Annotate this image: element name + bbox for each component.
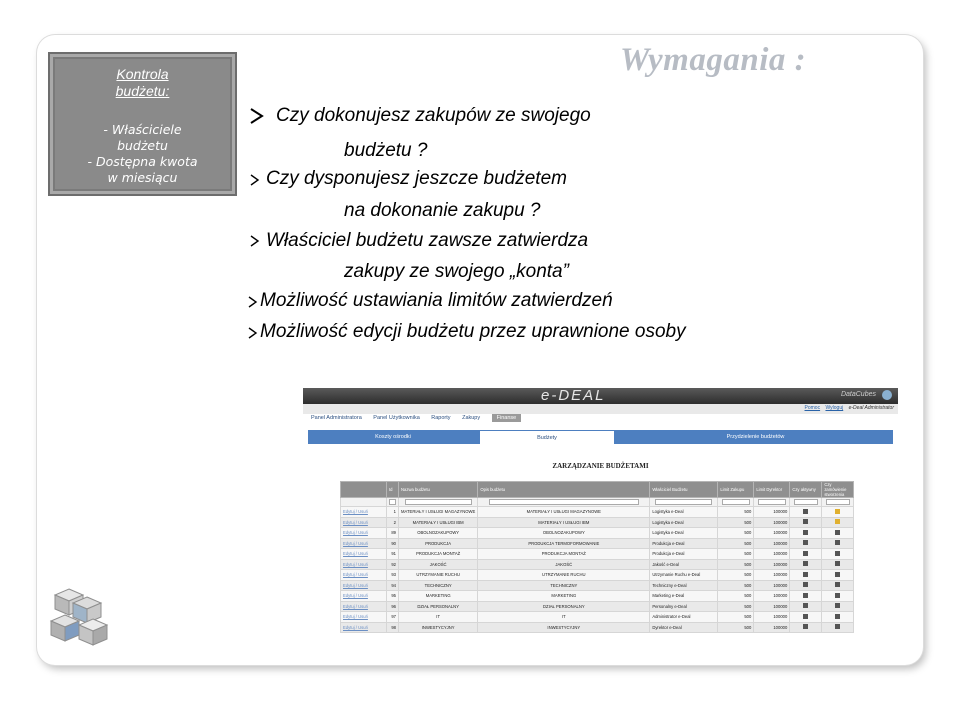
edit-delete-link[interactable]: Edytuj / Usuń — [341, 559, 387, 570]
bullet-arrow-icon — [250, 174, 260, 186]
filter-input[interactable] — [489, 499, 639, 505]
cell-name: UTRZYMANIE RUCHU — [399, 570, 478, 581]
cell-name: PRODUKCJA — [399, 538, 478, 549]
menu-admin-panel[interactable]: Panel Administratora — [311, 415, 362, 421]
bullet-2-line1: Czy dysponujesz jeszcze budżetem — [266, 168, 567, 189]
cell-limit-director: 100000 — [754, 601, 790, 612]
tab-budgets[interactable]: Budżety — [480, 430, 614, 444]
cell-owner: Personalny e-Deal — [650, 601, 718, 612]
table-row — [341, 591, 854, 602]
table-row — [341, 622, 854, 633]
cell-owner: Logistyka e-Deal — [650, 517, 718, 528]
cell-limit: 500 — [718, 612, 754, 623]
checkbox-checked-icon[interactable] — [835, 614, 840, 619]
edit-delete-link[interactable]: Edytuj / Usuń — [341, 538, 387, 549]
edit-delete-link[interactable]: Edytuj / Usuń — [341, 580, 387, 591]
checkbox-checked-icon[interactable] — [835, 561, 840, 566]
cell-id: 97 — [387, 612, 399, 623]
checkbox-checked-icon[interactable] — [803, 614, 808, 619]
cell-limit: 500 — [718, 601, 754, 612]
cell-id: 89 — [387, 528, 399, 539]
cell-desc: JAKOŚĆ — [478, 559, 650, 570]
cell-order — [822, 549, 854, 560]
cell-limit-director: 100000 — [754, 612, 790, 623]
filter-input[interactable] — [389, 499, 395, 505]
menu-purchases[interactable]: Zakupy — [462, 415, 481, 421]
cell-owner: Dyrektor e-Deal — [650, 622, 718, 633]
cell-limit-director: 100000 — [754, 517, 790, 528]
cell-limit-director: 100000 — [754, 570, 790, 581]
cell-active — [790, 570, 822, 581]
cell-active — [790, 601, 822, 612]
side-item2-line1: - Dostępna kwota — [87, 154, 198, 169]
col-header-actions — [341, 482, 387, 498]
cell-limit: 500 — [718, 559, 754, 570]
col-header-id[interactable]: Id — [387, 482, 399, 498]
cell-id: 91 — [387, 549, 399, 560]
checkbox-checked-icon[interactable] — [835, 603, 840, 608]
edit-delete-link[interactable]: Edytuj / Usuń — [341, 528, 387, 539]
flag-icon[interactable] — [835, 509, 840, 514]
side-title — [50, 66, 235, 100]
checkbox-checked-icon[interactable] — [835, 624, 840, 629]
cell-order — [822, 559, 854, 570]
cell-id: 95 — [387, 591, 399, 602]
table-row — [341, 570, 854, 581]
cell-owner: Logistyka e-Deal — [650, 507, 718, 518]
menu-finance[interactable]: Finanse — [492, 414, 522, 422]
side-item1-line2: budżetu — [117, 138, 168, 153]
cell-name: PRODUKCJA MONTAŻ — [399, 549, 478, 560]
cell-owner: Utrzymanie Ruchu e-Deal — [650, 570, 718, 581]
bullet-4-line1: Możliwość ustawiania limitów zatwierdzeń — [260, 290, 613, 311]
cell-name: JAKOŚĆ — [399, 559, 478, 570]
cell-desc: PRODUKCJA TERMOFORMOWANIE — [478, 538, 650, 549]
bullet-1-line1: Czy dokonujesz zakupów ze swojego — [276, 105, 591, 126]
cell-name: MATERIAŁY I USŁUGI MAGAZYNOWE — [399, 507, 478, 518]
menu-user-panel[interactable]: Panel Użytkownika — [373, 415, 420, 421]
filter-select[interactable] — [655, 499, 712, 505]
table-row — [341, 507, 854, 518]
edit-delete-link[interactable]: Edytuj / Usuń — [341, 591, 387, 602]
cell-owner: Produkcja e-Deal — [650, 538, 718, 549]
cell-name: MATERIAŁY I USŁUGI IBM — [399, 517, 478, 528]
bullet-5-line1: Możliwość edycji budżetu przez uprawnione osoby — [260, 321, 686, 342]
bullet-arrow-icon — [250, 108, 264, 124]
main-menu — [311, 415, 531, 421]
cell-limit: 500 — [718, 580, 754, 591]
cell-active — [790, 528, 822, 539]
checkbox-checked-icon[interactable] — [835, 572, 840, 577]
cell-active — [790, 622, 822, 633]
table-header-row — [341, 482, 854, 498]
cell-name: MARKETING — [399, 591, 478, 602]
cell-id: 98 — [387, 622, 399, 633]
cell-limit-director: 100000 — [754, 549, 790, 560]
cell-limit-director: 100000 — [754, 538, 790, 549]
cell-desc: DZIAŁ PERSONALNY — [478, 601, 650, 612]
cell-desc: MARKETING — [478, 591, 650, 602]
edit-delete-link[interactable]: Edytuj / Usuń — [341, 507, 387, 518]
side-title-line2: budżetu: — [115, 83, 170, 99]
cell-desc: UTRZYMANIE RUCHU — [478, 570, 650, 581]
edit-delete-link[interactable]: Edytuj / Usuń — [341, 612, 387, 623]
cell-owner: Marketing e-Deal — [650, 591, 718, 602]
bullet-arrow-icon — [248, 296, 258, 308]
checkbox-checked-icon[interactable] — [803, 582, 808, 587]
cell-desc: MATERIAŁY I USŁUGI MAGAZYNOWE — [478, 507, 650, 518]
checkbox-checked-icon[interactable] — [803, 561, 808, 566]
cell-name: DZIAŁ PERSONALNY — [399, 601, 478, 612]
filter-select[interactable] — [794, 499, 818, 505]
cell-owner: Logistyka e-Deal — [650, 528, 718, 539]
cell-name: TECHNICZNY — [399, 580, 478, 591]
user-info — [805, 405, 894, 411]
app-brand: e-DEAL — [541, 388, 606, 404]
table-row — [341, 601, 854, 612]
cell-limit-director: 100000 — [754, 580, 790, 591]
cell-name: IT — [399, 612, 478, 623]
bullet-2-line2: na dokonanie zakupu ? — [344, 200, 541, 221]
cell-active — [790, 507, 822, 518]
cell-limit: 500 — [718, 507, 754, 518]
cell-limit-director: 100000 — [754, 622, 790, 633]
datacubes-logo-icon — [49, 585, 121, 647]
side-title-line1: Kontrola — [116, 66, 169, 82]
cell-id: 92 — [387, 559, 399, 570]
page-title: ZARZĄDZANIE BUDŻETAMI — [552, 462, 649, 470]
checkbox-checked-icon[interactable] — [835, 540, 840, 545]
checkbox-checked-icon[interactable] — [803, 540, 808, 545]
cell-limit-director: 100000 — [754, 559, 790, 570]
cell-id: 90 — [387, 538, 399, 549]
cell-limit: 500 — [718, 622, 754, 633]
cell-desc: TECHNICZNY — [478, 580, 650, 591]
tab-bar — [308, 430, 893, 444]
checkbox-checked-icon[interactable] — [803, 603, 808, 608]
cell-id: 2 — [387, 517, 399, 528]
cell-limit-director: 100000 — [754, 591, 790, 602]
edit-delete-link[interactable]: Edytuj / Usuń — [341, 517, 387, 528]
bullet-1-line2: budżetu ? — [344, 140, 428, 161]
edit-delete-link[interactable]: Edytuj / Usuń — [341, 570, 387, 581]
edit-delete-link[interactable]: Edytuj / Usuń — [341, 601, 387, 612]
cell-id: 1 — [387, 507, 399, 518]
cell-owner: Jakość e-Deal — [650, 559, 718, 570]
bullet-3-line1: Właściciel budżetu zawsze zatwierdza — [266, 230, 589, 251]
slide-title: Wymagania : — [620, 42, 807, 78]
col-header-limit-director[interactable]: Limit Dyrektor — [754, 482, 790, 498]
filter-select[interactable] — [826, 499, 850, 505]
cell-desc: IT — [478, 612, 650, 623]
checkbox-checked-icon[interactable] — [835, 593, 840, 598]
cell-desc: OBOLNOZAKUPOWY — [478, 528, 650, 539]
edit-delete-link[interactable]: Edytuj / Usuń — [341, 622, 387, 633]
tab-budget-assignment[interactable]: Przydzielenie budżetów — [726, 434, 785, 440]
cell-id: 94 — [387, 580, 399, 591]
cell-active — [790, 591, 822, 602]
cell-limit-director: 100000 — [754, 528, 790, 539]
col-header-limit[interactable]: Limit Zakupu — [718, 482, 754, 498]
cell-desc: PRODUKCJA MONTAŻ — [478, 549, 650, 560]
cell-order — [822, 612, 854, 623]
table-row — [341, 612, 854, 623]
cell-order — [822, 601, 854, 612]
side-item2-line2: w miesiącu — [107, 170, 178, 185]
checkbox-checked-icon[interactable] — [803, 593, 808, 598]
col-header-desc[interactable]: Opis budżetu — [478, 482, 650, 498]
table-row — [341, 559, 854, 570]
cell-order — [822, 507, 854, 518]
checkbox-checked-icon[interactable] — [803, 509, 808, 514]
cell-owner: Administrator e-Deal — [650, 612, 718, 623]
checkbox-checked-icon[interactable] — [835, 530, 840, 535]
checkbox-checked-icon[interactable] — [803, 530, 808, 535]
filter-input[interactable] — [405, 499, 472, 505]
checkbox-checked-icon[interactable] — [803, 572, 808, 577]
cell-name: INWESTYCYJNY — [399, 622, 478, 633]
table-row — [341, 580, 854, 591]
col-header-order[interactable]: Czy zamówienie stworzenia — [822, 482, 854, 498]
budgets-table — [340, 481, 854, 633]
cell-active — [790, 538, 822, 549]
cell-limit: 500 — [718, 591, 754, 602]
cell-limit: 500 — [718, 528, 754, 539]
col-header-owner[interactable]: Właściciel Budżetu — [650, 482, 718, 498]
checkbox-checked-icon[interactable] — [835, 551, 840, 556]
side-items — [50, 122, 235, 186]
filter-row — [341, 498, 854, 507]
cell-active — [790, 517, 822, 528]
cell-limit: 500 — [718, 517, 754, 528]
logout-link[interactable]: Wyloguj — [825, 405, 844, 411]
cell-order — [822, 517, 854, 528]
cell-active — [790, 612, 822, 623]
bullet-3-line2: zakupy ze swojego „konta” — [344, 261, 569, 282]
cell-order — [822, 528, 854, 539]
side-item1-line1: - Właściciele — [103, 122, 182, 137]
cell-active — [790, 559, 822, 570]
cell-desc: INWESTYCYJNY — [478, 622, 650, 633]
cell-order — [822, 570, 854, 581]
edit-delete-link[interactable]: Edytuj / Usuń — [341, 549, 387, 560]
cell-limit-director: 100000 — [754, 507, 790, 518]
side-summary-box — [48, 52, 237, 196]
cell-id: 93 — [387, 570, 399, 581]
table-row — [341, 538, 854, 549]
cell-owner: Techniczny e-Deal — [650, 580, 718, 591]
cell-limit: 500 — [718, 538, 754, 549]
checkbox-checked-icon[interactable] — [835, 582, 840, 587]
table-row — [341, 517, 854, 528]
cell-limit: 500 — [718, 570, 754, 581]
table-row — [341, 528, 854, 539]
filter-input[interactable] — [758, 499, 786, 505]
cell-desc: MATERIAŁY I USŁUGI IBM — [478, 517, 650, 528]
cell-name: OBOLNOZAKUPOWY — [399, 528, 478, 539]
cell-limit: 500 — [718, 549, 754, 560]
col-header-active[interactable]: Czy aktywny — [790, 482, 822, 498]
bullet-arrow-icon — [250, 235, 260, 247]
help-link[interactable]: Pomoc — [804, 405, 821, 411]
menu-reports[interactable]: Raporty — [431, 415, 451, 421]
bullet-arrow-icon — [248, 327, 258, 339]
table-row — [341, 549, 854, 560]
flag-icon[interactable] — [835, 519, 840, 524]
vendor-globe-icon — [882, 390, 892, 400]
filter-input[interactable] — [722, 499, 750, 505]
app-header — [303, 388, 898, 404]
app-screenshot — [303, 388, 898, 638]
cell-order — [822, 538, 854, 549]
checkbox-checked-icon[interactable] — [803, 519, 808, 524]
cell-order — [822, 580, 854, 591]
vendor-logo: DataCubes — [840, 391, 876, 398]
checkbox-checked-icon[interactable] — [803, 624, 808, 629]
checkbox-checked-icon[interactable] — [803, 551, 808, 556]
cell-owner: Produkcja e-Deal — [650, 549, 718, 560]
cell-active — [790, 580, 822, 591]
cell-order — [822, 622, 854, 633]
cell-order — [822, 591, 854, 602]
user-name: e-Deal Administrator — [848, 405, 894, 411]
cell-id: 96 — [387, 601, 399, 612]
tab-cost-centers[interactable]: Koszty ośrodki — [375, 434, 411, 440]
cell-active — [790, 549, 822, 560]
col-header-name[interactable]: Nazwa budżetu — [399, 482, 478, 498]
